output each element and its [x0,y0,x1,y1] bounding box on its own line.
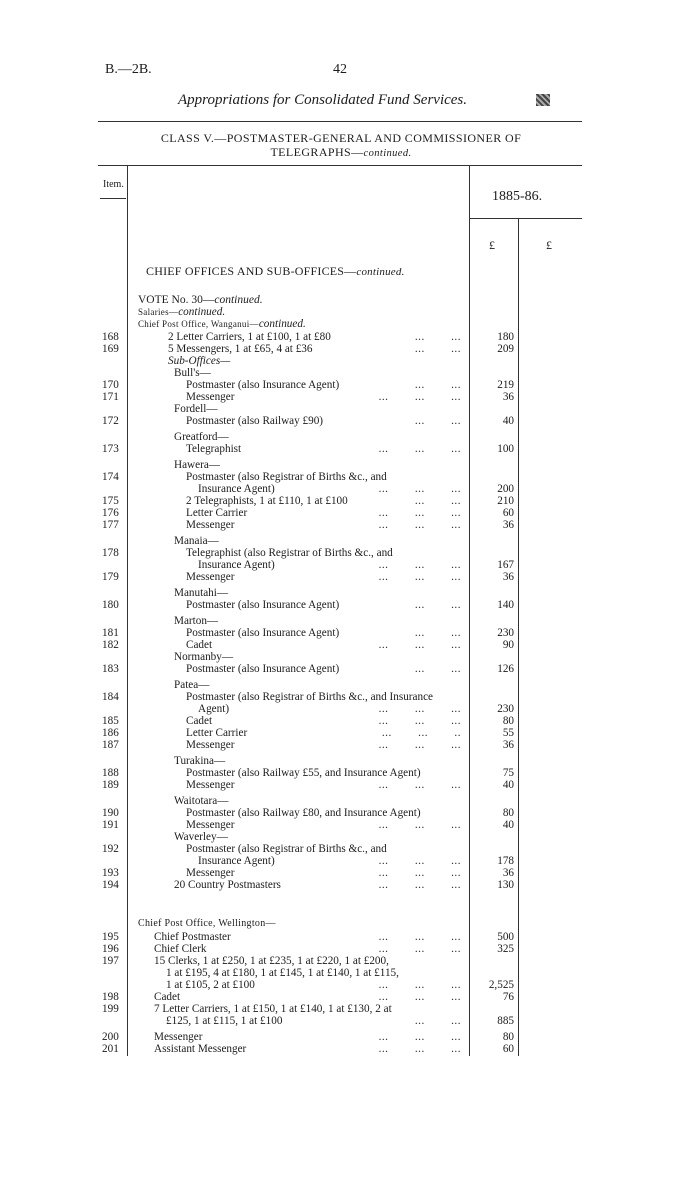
leader-dots: ... ... ... [378,943,461,955]
amount-column-divider [469,166,470,1056]
class-heading [100,131,582,161]
leader-dots: ... ... ... [378,879,461,891]
item-number: 196 [102,943,119,955]
item-description: Postmaster (also Registrar of Births &c., and Insurance [186,691,433,703]
item-number: 182 [102,639,119,651]
page-number: 42 [333,62,347,77]
item-amount: 76 [502,991,514,1003]
item-description: Insurance Agent) [198,483,275,495]
item-number: 193 [102,867,119,879]
salaries-heading [138,306,225,318]
item-amount: 90 [502,639,514,651]
item-description: 7 Letter Carriers, 1 at £150, 1 at £140, 1 at £130, 2 at [154,1003,392,1015]
item-description: Letter Carrier [186,727,248,739]
class-heading-continued: continued. [363,148,412,159]
item-number: 175 [102,495,119,507]
leader-dots: ... ... ... [378,507,461,519]
item-number: 179 [102,571,119,583]
item-description: 2 Telegraphists, 1 at £110, 1 at £100 [186,495,348,507]
leader-dots: ... ... ... [378,559,461,571]
item-description: Bull's— [174,367,211,379]
item-description: 1 at £105, 2 at £100 [166,979,255,991]
item-number: 178 [102,547,119,559]
vote-heading [138,294,263,306]
item-amount: 219 [497,379,514,391]
item-amount: 885 [497,1015,514,1027]
item-description: Postmaster (also Insurance Agent) [186,663,340,675]
item-amount: 500 [497,931,514,943]
item-amount: 209 [497,343,514,355]
item-description: Assistant Messenger [154,1043,247,1055]
item-description: Insurance Agent) [198,855,275,867]
item-number: 176 [102,507,119,519]
item-amount: 55 [502,727,514,739]
item-number: 191 [102,819,119,831]
item-amount: 80 [502,807,514,819]
header-rule [98,121,582,122]
item-description: Waitotara— [174,795,229,807]
leader-dots: ... ... [414,343,461,355]
leader-dots: ... ... ... [378,931,461,943]
office-heading-text: Chief Post Office, Wanganui— [138,319,259,329]
item-amount: 325 [497,943,514,955]
item-amount: 230 [497,627,514,639]
leader-dots: ... ... [414,379,461,391]
item-number: 173 [102,443,119,455]
section-title [146,264,405,279]
item-amount: 40 [502,779,514,791]
item-description: 20 Country Postmasters [174,879,281,891]
item-amount: 75 [502,767,514,779]
item-number: 181 [102,627,119,639]
item-amount: 36 [502,739,514,751]
leader-dots: ... ... ... [378,483,461,495]
item-number: 172 [102,415,119,427]
item-description: Cadet [186,639,213,651]
item-description: Sub-Offices— [168,355,231,367]
leader-dots: ... ... [414,599,461,611]
item-number: 180 [102,599,119,611]
office-heading-wellington: Chief Post Office, Wellington— [138,918,276,929]
salaries-heading-continued: continued. [178,306,226,318]
item-amount: 40 [502,415,514,427]
leader-dots: ... ... ... [378,979,461,991]
item-number: 200 [102,1031,119,1043]
leader-dots: ... ... ... [378,639,461,651]
leader-dots: ... ... [414,627,461,639]
item-description: Postmaster (also Insurance Agent) [186,599,340,611]
item-description: Messenger [186,739,235,751]
item-amount: 60 [502,1043,514,1055]
item-number: 194 [102,879,119,891]
item-description: Hawera— [174,459,220,471]
item-description: Telegraphist (also Registrar of Births &c., and [186,547,393,559]
item-description: Messenger [154,1031,203,1043]
item-description: Postmaster (also Registrar of Births &c., and [186,843,387,855]
vote-heading-text: VOTE No. 30— [138,294,215,306]
item-amount: 36 [502,867,514,879]
item-number: 195 [102,931,119,943]
item-amount: 80 [502,1031,514,1043]
item-description: Messenger [186,571,235,583]
item-amount: 200 [497,483,514,495]
item-amount: 80 [502,715,514,727]
total-column-divider [518,219,519,1056]
leader-dots: ... ... ... [378,855,461,867]
leader-dots: ... ... [414,1015,461,1027]
item-number: 174 [102,471,119,483]
item-description: Manaia— [174,535,219,547]
office-heading-wanganui [138,318,306,330]
item-description: 5 Messengers, 1 at £65, 4 at £36 [168,343,313,355]
item-amount: 60 [502,507,514,519]
leader-dots: ... ... ... [378,715,461,727]
item-description: Postmaster (also Registrar of Births &c., and [186,471,387,483]
item-number: 185 [102,715,119,727]
item-number: 188 [102,767,119,779]
item-number: 184 [102,691,119,703]
item-description: Postmaster (also Railway £90) [186,415,324,427]
item-description: Messenger [186,867,235,879]
item-number: 168 [102,331,119,343]
item-amount: 180 [497,331,514,343]
item-description: Postmaster (also Railway £80, and Insurance Agent) [186,807,421,819]
item-number: 197 [102,955,119,967]
item-description: £125, 1 at £115, 1 at £100 [166,1015,283,1027]
salaries-heading-text: Salaries— [138,307,179,317]
class-heading-line2-text: TELEGRAPHS— [270,145,364,159]
item-number: 170 [102,379,119,391]
item-description: Messenger [186,391,235,403]
leader-dots: ... ... ... [378,391,461,403]
item-number: 171 [102,391,119,403]
leader-dots: ... ... ... [378,779,461,791]
leader-dots: ... ... [414,495,461,507]
leader-dots: ... ... ... [378,519,461,531]
item-number: 190 [102,807,119,819]
item-description: Letter Carrier [186,507,248,519]
item-amount: 230 [497,703,514,715]
item-header-rule [100,198,126,199]
item-number: 169 [102,343,119,355]
item-number: 177 [102,519,119,531]
item-description: Fordell— [174,403,218,415]
item-description: Cadet [154,991,181,1003]
item-number: 183 [102,663,119,675]
item-description: Normanby— [174,651,234,663]
item-description: Messenger [186,819,235,831]
item-description: Telegraphist [186,443,242,455]
item-amount: 36 [502,519,514,531]
item-amount: 178 [497,855,514,867]
section-title-text: CHIEF OFFICES AND SUB-OFFICES— [146,264,357,278]
item-description: Turakina— [174,755,226,767]
currency-left-label: £ [489,238,495,252]
leader-dots: ... ... [414,415,461,427]
item-amount: 100 [497,443,514,455]
item-description: Postmaster (also Insurance Agent) [186,379,340,391]
leader-dots: ... ... ... [378,991,461,1003]
item-number: 189 [102,779,119,791]
printer-stamp-icon [536,94,550,106]
leader-dots: ... ... ... [378,571,461,583]
item-amount: 2,525 [488,979,514,991]
leader-dots: ... ... .. [381,727,461,739]
item-amount: 167 [497,559,514,571]
item-description: Patea— [174,679,210,691]
leader-dots: ... ... ... [378,1043,461,1055]
item-number: 201 [102,1043,119,1055]
leader-dots: ... ... ... [378,703,461,715]
item-column-header: Item. [103,179,124,190]
item-description: Postmaster (also Insurance Agent) [186,627,340,639]
item-description: Manutahi— [174,587,229,599]
item-amount: 40 [502,819,514,831]
item-number: 192 [102,843,119,855]
item-description: Marton— [174,615,219,627]
currency-right-label: £ [546,238,552,252]
leader-dots: ... ... ... [378,739,461,751]
table-top-rule [98,165,582,166]
item-number: 186 [102,727,119,739]
leader-dots: ... ... [414,331,461,343]
leader-dots: ... ... ... [378,819,461,831]
item-amount: 126 [497,663,514,675]
item-amount: 140 [497,599,514,611]
item-description: Postmaster (also Railway £55, and Insurance Agent) [186,767,421,779]
item-description: Messenger [186,519,235,531]
leader-dots: ... ... ... [378,1031,461,1043]
year-header-rule [470,218,582,219]
item-description: Chief Clerk [154,943,207,955]
leader-dots: ... ... [414,663,461,675]
item-description: 2 Letter Carriers, 1 at £100, 1 at £80 [168,331,331,343]
class-heading-line2 [100,145,582,161]
item-number: 187 [102,739,119,751]
item-description: Cadet [186,715,213,727]
item-description: Chief Postmaster [154,931,231,943]
item-description: Agent) [198,703,230,715]
class-heading-line1: CLASS V.—POSTMASTER-GENERAL AND COMMISSIONER OF [160,131,522,145]
item-amount: 210 [497,495,514,507]
item-amount: 130 [497,879,514,891]
item-description: 1 at £195, 4 at £180, 1 at £145, 1 at £140, 1 at £115, [166,967,399,979]
item-description: Waverley— [174,831,228,843]
item-number: 199 [102,1003,119,1015]
leader-dots: ... ... ... [378,443,461,455]
vote-heading-continued: continued. [214,294,263,306]
year-column-header: 1885-86. [492,189,543,204]
item-amount: 36 [502,571,514,583]
office-heading-continued: continued. [258,318,306,330]
item-description: Messenger [186,779,235,791]
leader-dots: ... ... ... [378,867,461,879]
item-description: Insurance Agent) [198,559,275,571]
item-column-divider [127,166,128,1056]
running-title: Appropriations for Consolidated Fund Services. [178,92,468,108]
section-title-continued: continued. [356,266,405,278]
item-amount: 36 [502,391,514,403]
page-reference: B.—2B. [105,62,152,77]
item-description: Greatford— [174,431,229,443]
item-description: 15 Clerks, 1 at £250, 1 at £235, 1 at £220, 1 at £200, [154,955,389,967]
item-number: 198 [102,991,119,1003]
